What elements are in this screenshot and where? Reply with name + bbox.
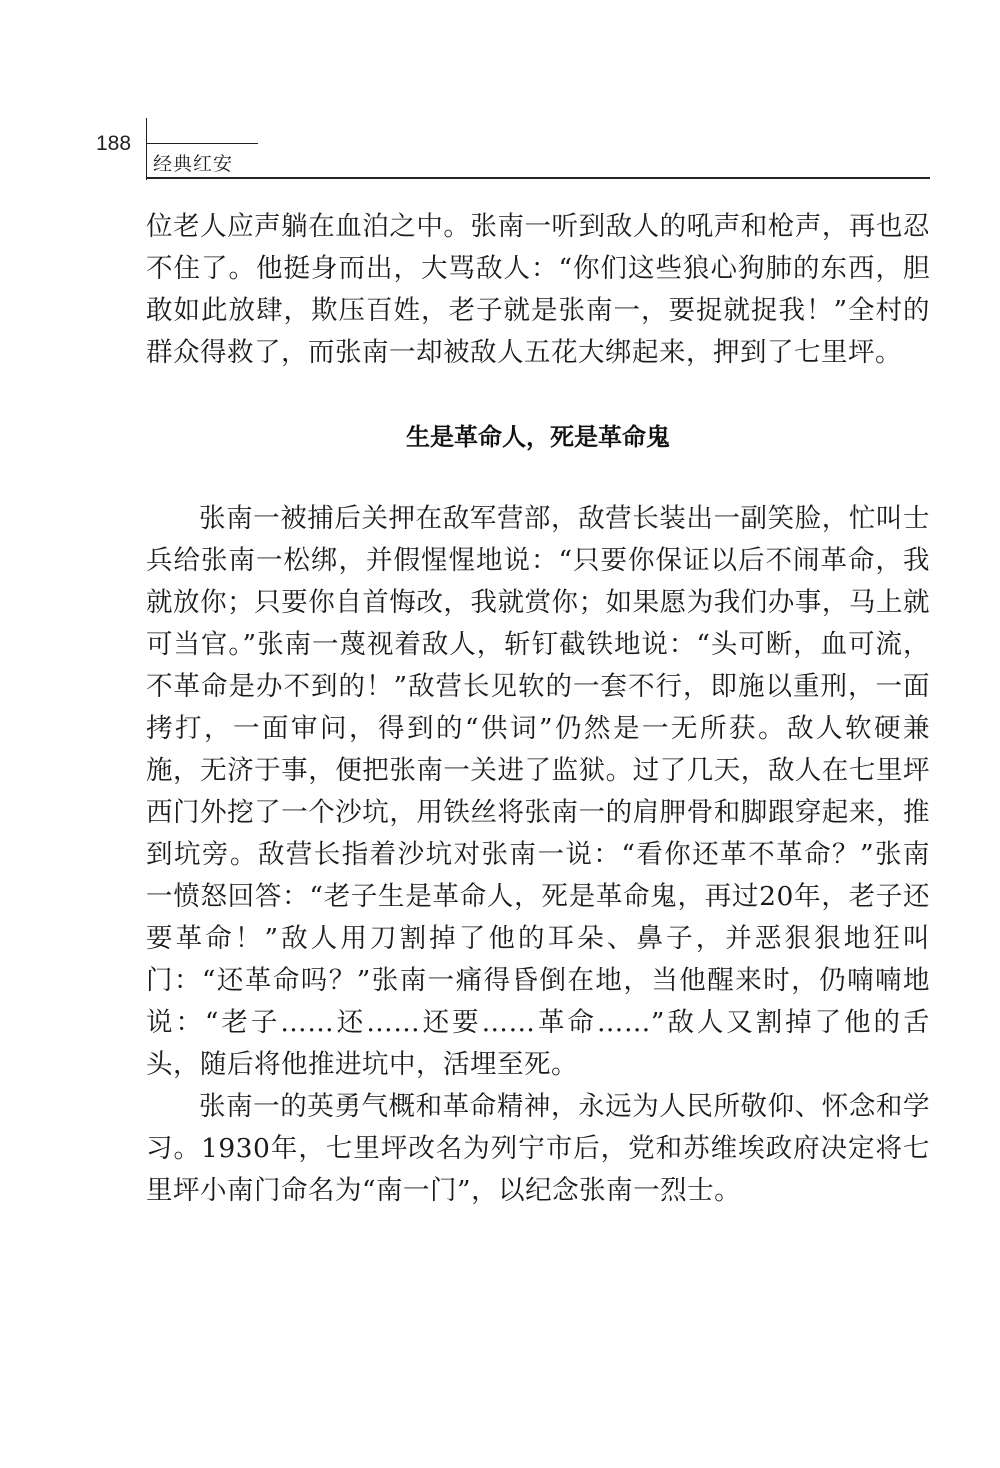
page-content: [146, 206, 930, 1212]
header-rule: [146, 177, 930, 179]
header-vertical-rule: [146, 118, 147, 180]
section-heading: 生是革命人，死是革命鬼: [406, 423, 670, 451]
paragraph-body-1: 张南一被捕后关押在敌军营部，敌营长装出一副笑脸，忙叫士兵给张南一松绑，并假惺惺地说：“只要你保证以后不闹革命，我就放你；只要你自首悔改，我就赏你；如果愿为我们办事，马上就可当官。”张南一蔑视着敌人，斩钉截铁地说：“头可断，血可流，不革命是办不到的！”敌营长见软的一套不行，即施以重刑，一面拷打，一面审问，得到的“供词”仍然是一无所获。敌人软硬兼施，无济于事，便把张南一关进了监狱。过了几天，敌人在七里坪西门外挖了一个沙坑，用铁丝将张南一的肩胛骨和脚跟穿起来，推到坑旁。敌营长指着沙坑对张南一说：“看你还革不革命？”张南一愤怒回答：“老子生是革命人，死是革命鬼，再过20年，老子还要革命！”敌人用刀割掉了他的耳朵、鼻子，并恶狠狠地狂叫门：“还革命吗？”张南一痛得昏倒在地，当他醒来时，仍喃喃地说：“老子……还……还要……革命……”敌人又割掉了他的舌头，随后将他推进坑中，活埋至死。: [146, 503, 930, 1080]
page-number: 188: [96, 132, 132, 155]
paragraph-intro: 位老人应声躺在血泊之中。张南一听到敌人的吼声和枪声，再也忍不住了。他挺身而出，大骂敌人：“你们这些狼心狗肺的东西，胆敢如此放肆，欺压百姓，老子就是张南一，要捉就捉我！”全村的群众得救了，而张南一却被敌人五花大绑起来，押到了七里坪。: [146, 211, 930, 368]
header-title-rule: [146, 143, 258, 144]
paragraph-body-2: 张南一的英勇气概和革命精神，永远为人民所敬仰、怀念和学习。1930年，七里坪改名为列宁市后，党和苏维埃政府决定将七里坪小南门命名为“南一门”，以纪念张南一烈士。: [146, 1091, 930, 1206]
book-title: 经典红安: [153, 153, 234, 175]
